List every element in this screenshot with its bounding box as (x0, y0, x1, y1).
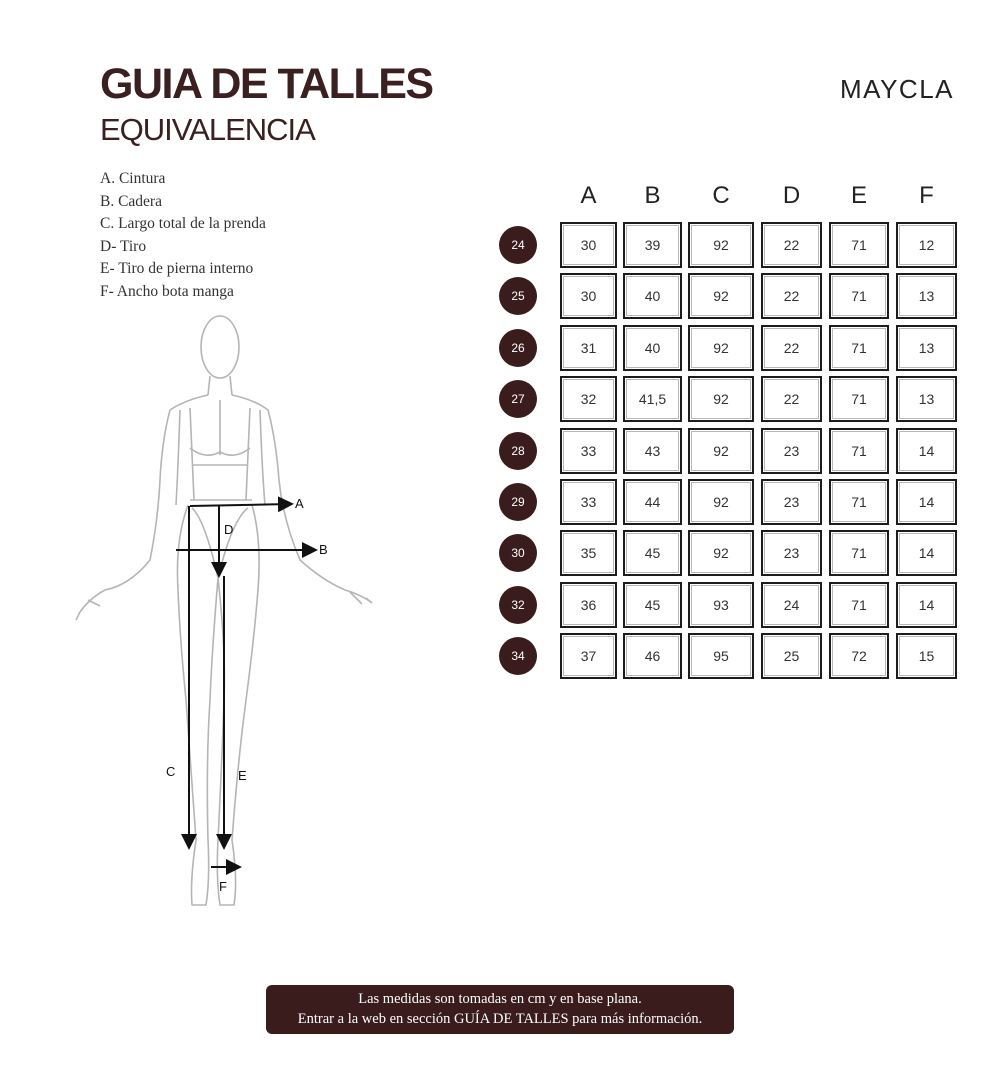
size-badge: 26 (499, 329, 537, 367)
page-subtitle: EQUIVALENCIA (100, 112, 315, 147)
table-cell: 72 (829, 633, 889, 679)
figure-label-d: D (224, 522, 234, 537)
column-header-c: C (712, 182, 730, 209)
legend-item-c: C. Largo total de la prenda (100, 215, 266, 232)
table-cell: 71 (829, 479, 889, 525)
table-cell: 71 (829, 273, 889, 319)
mannequin-figure (60, 305, 390, 920)
table-cell: 14 (896, 582, 957, 628)
column-header-f: F (919, 182, 934, 209)
figure-label-c: C (166, 764, 176, 779)
table-cell: 71 (829, 376, 889, 422)
table-cell: 23 (761, 530, 822, 576)
table-cell: 33 (560, 479, 617, 525)
table-cell: 71 (829, 222, 889, 268)
table-cell: 33 (560, 428, 617, 474)
legend-item-d: D- Tiro (100, 237, 147, 255)
table-cell: 13 (896, 325, 957, 371)
table-cell: 36 (560, 582, 617, 628)
table-cell: 39 (623, 222, 682, 268)
table-cell: 13 (896, 273, 957, 319)
table-cell: 92 (688, 479, 754, 525)
table-cell: 30 (560, 273, 617, 319)
legend-item-f: F- Ancho bota manga (100, 282, 234, 300)
size-badge: 28 (499, 432, 537, 470)
table-cell: 23 (761, 479, 822, 525)
size-badge: 24 (499, 226, 537, 264)
table-cell: 31 (560, 325, 617, 371)
table-cell: 37 (560, 633, 617, 679)
column-header-e: E (850, 182, 867, 209)
table-cell: 92 (688, 325, 754, 371)
table-cell: 45 (623, 582, 682, 628)
column-header-d: D (782, 182, 801, 209)
brand-logo: MAYCLA (840, 74, 954, 104)
table-cell: 40 (623, 273, 682, 319)
legend-item-a: A. Cintura (100, 170, 166, 187)
footer-note (266, 985, 734, 1034)
size-badge: 30 (499, 534, 537, 572)
footer-line-1: Las medidas son tomadas en cm y en base plana. (358, 991, 642, 1007)
table-cell: 32 (560, 376, 617, 422)
table-cell: 92 (688, 530, 754, 576)
table-cell: 30 (560, 222, 617, 268)
legend-item-b: B. Cadera (100, 192, 162, 210)
figure-label-f: F (219, 879, 227, 894)
table-cell: 14 (896, 479, 957, 525)
table-cell: 12 (896, 222, 957, 268)
table-cell: 23 (761, 428, 822, 474)
table-cell: 71 (829, 530, 889, 576)
table-cell: 15 (896, 633, 957, 679)
table-cell: 44 (623, 479, 682, 525)
table-cell: 22 (761, 273, 822, 319)
size-badge: 25 (499, 277, 537, 315)
table-cell: 13 (896, 376, 957, 422)
table-cell: 35 (560, 530, 617, 576)
size-badge: 29 (499, 483, 537, 521)
page-title: GUIA DE TALLES (100, 60, 433, 108)
table-cell: 92 (688, 428, 754, 474)
table-cell: 25 (761, 633, 822, 679)
table-cell: 71 (829, 582, 889, 628)
measurement-legend (100, 168, 266, 303)
column-header-b: B (644, 182, 661, 209)
figure-label-e: E (238, 768, 247, 783)
table-cell: 92 (688, 273, 754, 319)
table-cell: 95 (688, 633, 754, 679)
table-cell: 93 (688, 582, 754, 628)
table-cell: 22 (761, 222, 822, 268)
size-badge: 27 (499, 380, 537, 418)
figure-label-a: A (295, 496, 304, 511)
table-cell: 22 (761, 376, 822, 422)
figure-label-b: B (319, 542, 328, 557)
table-cell: 40 (623, 325, 682, 371)
size-badge: 32 (499, 586, 537, 624)
footer-line-2: Entrar a la web en sección GUÍA DE TALLES para más información. (297, 1011, 703, 1027)
table-cell: 45 (623, 530, 682, 576)
size-badge: 34 (499, 637, 537, 675)
mannequin-head (201, 316, 239, 378)
table-cell: 22 (761, 325, 822, 371)
table-cell: 24 (761, 582, 822, 628)
column-header-a: A (580, 182, 597, 209)
table-cell: 14 (896, 428, 957, 474)
table-cell: 71 (829, 428, 889, 474)
table-cell: 46 (623, 633, 682, 679)
table-cell: 43 (623, 428, 682, 474)
table-cell: 92 (688, 376, 754, 422)
table-cell: 92 (688, 222, 754, 268)
table-cell: 41,5 (623, 376, 682, 422)
table-cell: 71 (829, 325, 889, 371)
legend-item-e: E- Tiro de pierna interno (100, 260, 254, 277)
table-cell: 14 (896, 530, 957, 576)
